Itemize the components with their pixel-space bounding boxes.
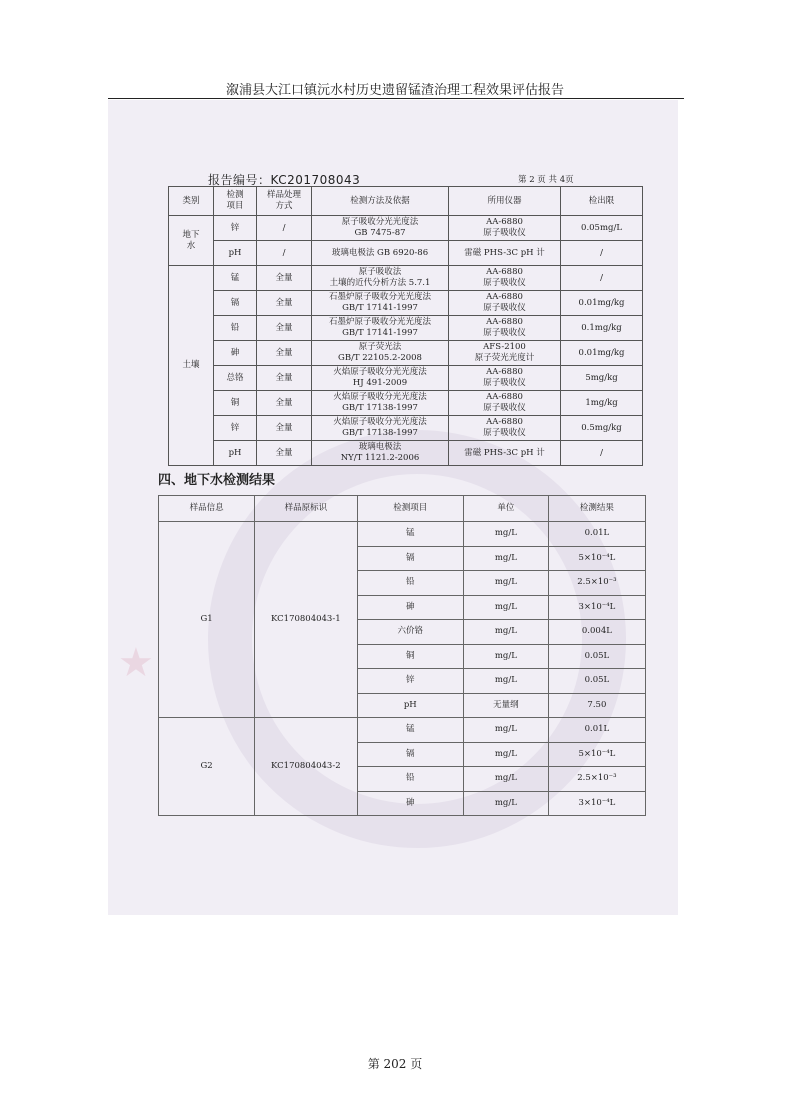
result-cell: 2.5×10⁻³: [548, 767, 645, 792]
result-cell: 7.50: [548, 693, 645, 718]
page-footer: 第 202 页: [367, 1057, 423, 1071]
item-cell: 锰: [214, 266, 257, 291]
limit-cell: 0.01mg/kg: [561, 291, 643, 316]
method-cell: 玻璃电极法 NY/T 1121.2-2006: [312, 441, 449, 466]
limit-cell: /: [561, 241, 643, 266]
result-header-cell: 单位: [464, 496, 549, 522]
method-header-cell: 类别: [169, 187, 214, 216]
result-header-cell: 样品信息: [159, 496, 255, 522]
method-table: [168, 186, 643, 466]
method-header-cell: 检测方法及依据: [312, 187, 449, 216]
instrument-cell: 雷磁 PHS-3C pH 计: [449, 441, 561, 466]
limit-cell: 0.01mg/kg: [561, 341, 643, 366]
method-cell: 玻璃电极法 GB 6920-86: [312, 241, 449, 266]
treatment-cell: /: [257, 216, 312, 241]
item-cell: 砷: [214, 341, 257, 366]
result-cell: 0.05L: [548, 669, 645, 694]
method-header-cell: 所用仪器: [449, 187, 561, 216]
treatment-cell: 全量: [257, 391, 312, 416]
item-cell: 总铬: [214, 366, 257, 391]
section-title: 四、地下水检测结果: [158, 473, 276, 488]
method-table-row: [169, 341, 643, 366]
treatment-cell: 全量: [257, 291, 312, 316]
report-number-label: 报告编号：: [208, 173, 271, 187]
result-table-row: [159, 522, 646, 547]
method-table-row: [169, 391, 643, 416]
category-cell: 土壤: [169, 266, 214, 466]
unit-cell: mg/L: [464, 791, 549, 816]
limit-cell: /: [561, 441, 643, 466]
test-item-cell: 铜: [357, 644, 463, 669]
method-table-row: [169, 416, 643, 441]
sample-cell: G2: [159, 718, 255, 816]
watermark-star-icon: ★: [118, 640, 154, 686]
result-cell: 2.5×10⁻³: [548, 571, 645, 596]
instrument-cell: AA-6880 原子吸收仪: [449, 266, 561, 291]
item-cell: 铅: [214, 316, 257, 341]
result-cell: 0.05L: [548, 644, 645, 669]
scanned-report-page: [108, 100, 678, 915]
limit-cell: 5mg/kg: [561, 366, 643, 391]
method-cell: 原子吸收法 土壤的近代分析方法 5.7.1: [312, 266, 449, 291]
result-table: [158, 495, 646, 816]
method-cell: 火焰原子吸收分光光度法 GB/T 17138-1997: [312, 391, 449, 416]
treatment-cell: 全量: [257, 416, 312, 441]
result-table-header: [159, 496, 646, 522]
method-table-row: [169, 441, 643, 466]
instrument-cell: AA-6880 原子吸收仪: [449, 291, 561, 316]
method-cell: 原子吸收分光光度法 GB 7475-87: [312, 216, 449, 241]
method-cell: 火焰原子吸收分光光度法 GB/T 17138-1997: [312, 416, 449, 441]
result-cell: 0.004L: [548, 620, 645, 645]
result-cell: 0.01L: [548, 522, 645, 547]
result-cell: 3×10⁻⁴L: [548, 791, 645, 816]
result-header-cell: 检测项目: [357, 496, 463, 522]
test-item-cell: 锌: [357, 669, 463, 694]
test-item-cell: 锰: [357, 718, 463, 743]
item-cell: pH: [214, 241, 257, 266]
test-item-cell: 砷: [357, 791, 463, 816]
instrument-cell: 雷磁 PHS-3C pH 计: [449, 241, 561, 266]
result-table-row: [159, 718, 646, 743]
page-header-title: 溆浦县大江口镇沅水村历史遗留锰渣治理工程效果评估报告: [225, 83, 564, 98]
method-table-row: [169, 216, 643, 241]
result-header-cell: 样品原标识: [255, 496, 357, 522]
item-cell: 锌: [214, 416, 257, 441]
sample-id-cell: KC170804043-1: [255, 522, 357, 718]
instrument-cell: AA-6880 原子吸收仪: [449, 416, 561, 441]
limit-cell: 1mg/kg: [561, 391, 643, 416]
test-item-cell: 六价铬: [357, 620, 463, 645]
test-item-cell: pH: [357, 693, 463, 718]
treatment-cell: 全量: [257, 341, 312, 366]
unit-cell: mg/L: [464, 595, 549, 620]
limit-cell: 0.05mg/L: [561, 216, 643, 241]
result-header-cell: 检测结果: [548, 496, 645, 522]
sample-cell: G1: [159, 522, 255, 718]
unit-cell: mg/L: [464, 644, 549, 669]
limit-cell: /: [561, 266, 643, 291]
report-number-value: KC201708043: [270, 173, 361, 187]
unit-cell: mg/L: [464, 742, 549, 767]
unit-cell: mg/L: [464, 718, 549, 743]
item-cell: pH: [214, 441, 257, 466]
item-cell: 铜: [214, 391, 257, 416]
method-cell: 火焰原子吸收分光光度法 HJ 491-2009: [312, 366, 449, 391]
method-header-cell: 检出限: [561, 187, 643, 216]
test-item-cell: 铅: [357, 767, 463, 792]
method-header-cell: 样品处理 方式: [257, 187, 312, 216]
treatment-cell: 全量: [257, 266, 312, 291]
header-rule: [108, 98, 684, 99]
test-item-cell: 砷: [357, 595, 463, 620]
treatment-cell: 全量: [257, 366, 312, 391]
instrument-cell: AA-6880 原子吸收仪: [449, 366, 561, 391]
treatment-cell: 全量: [257, 441, 312, 466]
test-item-cell: 铅: [357, 571, 463, 596]
unit-cell: mg/L: [464, 571, 549, 596]
unit-cell: mg/L: [464, 669, 549, 694]
method-table-row: [169, 316, 643, 341]
instrument-cell: AA-6880 原子吸收仪: [449, 316, 561, 341]
method-table-header: [169, 187, 643, 216]
unit-cell: mg/L: [464, 620, 549, 645]
method-cell: 原子荧光法 GB/T 22105.2-2008: [312, 341, 449, 366]
method-table-row: [169, 291, 643, 316]
item-cell: 锌: [214, 216, 257, 241]
limit-cell: 0.5mg/kg: [561, 416, 643, 441]
instrument-cell: AA-6880 原子吸收仪: [449, 216, 561, 241]
unit-cell: 无量纲: [464, 693, 549, 718]
report-page-count: 第 2 页 共 4页: [518, 175, 574, 185]
category-cell: 地下 水: [169, 216, 214, 266]
method-table-row: [169, 241, 643, 266]
method-header-cell: 检测 项目: [214, 187, 257, 216]
method-cell: 石墨炉原子吸收分光光度法 GB/T 17141-1997: [312, 291, 449, 316]
method-table-row: [169, 366, 643, 391]
item-cell: 镉: [214, 291, 257, 316]
instrument-cell: AFS-2100 原子荧光光度计: [449, 341, 561, 366]
limit-cell: 0.1mg/kg: [561, 316, 643, 341]
result-cell: 5×10⁻⁴L: [548, 742, 645, 767]
method-table-row: [169, 266, 643, 291]
unit-cell: mg/L: [464, 522, 549, 547]
test-item-cell: 镉: [357, 546, 463, 571]
test-item-cell: 镉: [357, 742, 463, 767]
result-cell: 5×10⁻⁴L: [548, 546, 645, 571]
unit-cell: mg/L: [464, 546, 549, 571]
sample-id-cell: KC170804043-2: [255, 718, 357, 816]
unit-cell: mg/L: [464, 767, 549, 792]
method-cell: 石墨炉原子吸收分光光度法 GB/T 17141-1997: [312, 316, 449, 341]
result-cell: 0.01L: [548, 718, 645, 743]
treatment-cell: 全量: [257, 316, 312, 341]
result-cell: 3×10⁻⁴L: [548, 595, 645, 620]
treatment-cell: /: [257, 241, 312, 266]
instrument-cell: AA-6880 原子吸收仪: [449, 391, 561, 416]
test-item-cell: 锰: [357, 522, 463, 547]
